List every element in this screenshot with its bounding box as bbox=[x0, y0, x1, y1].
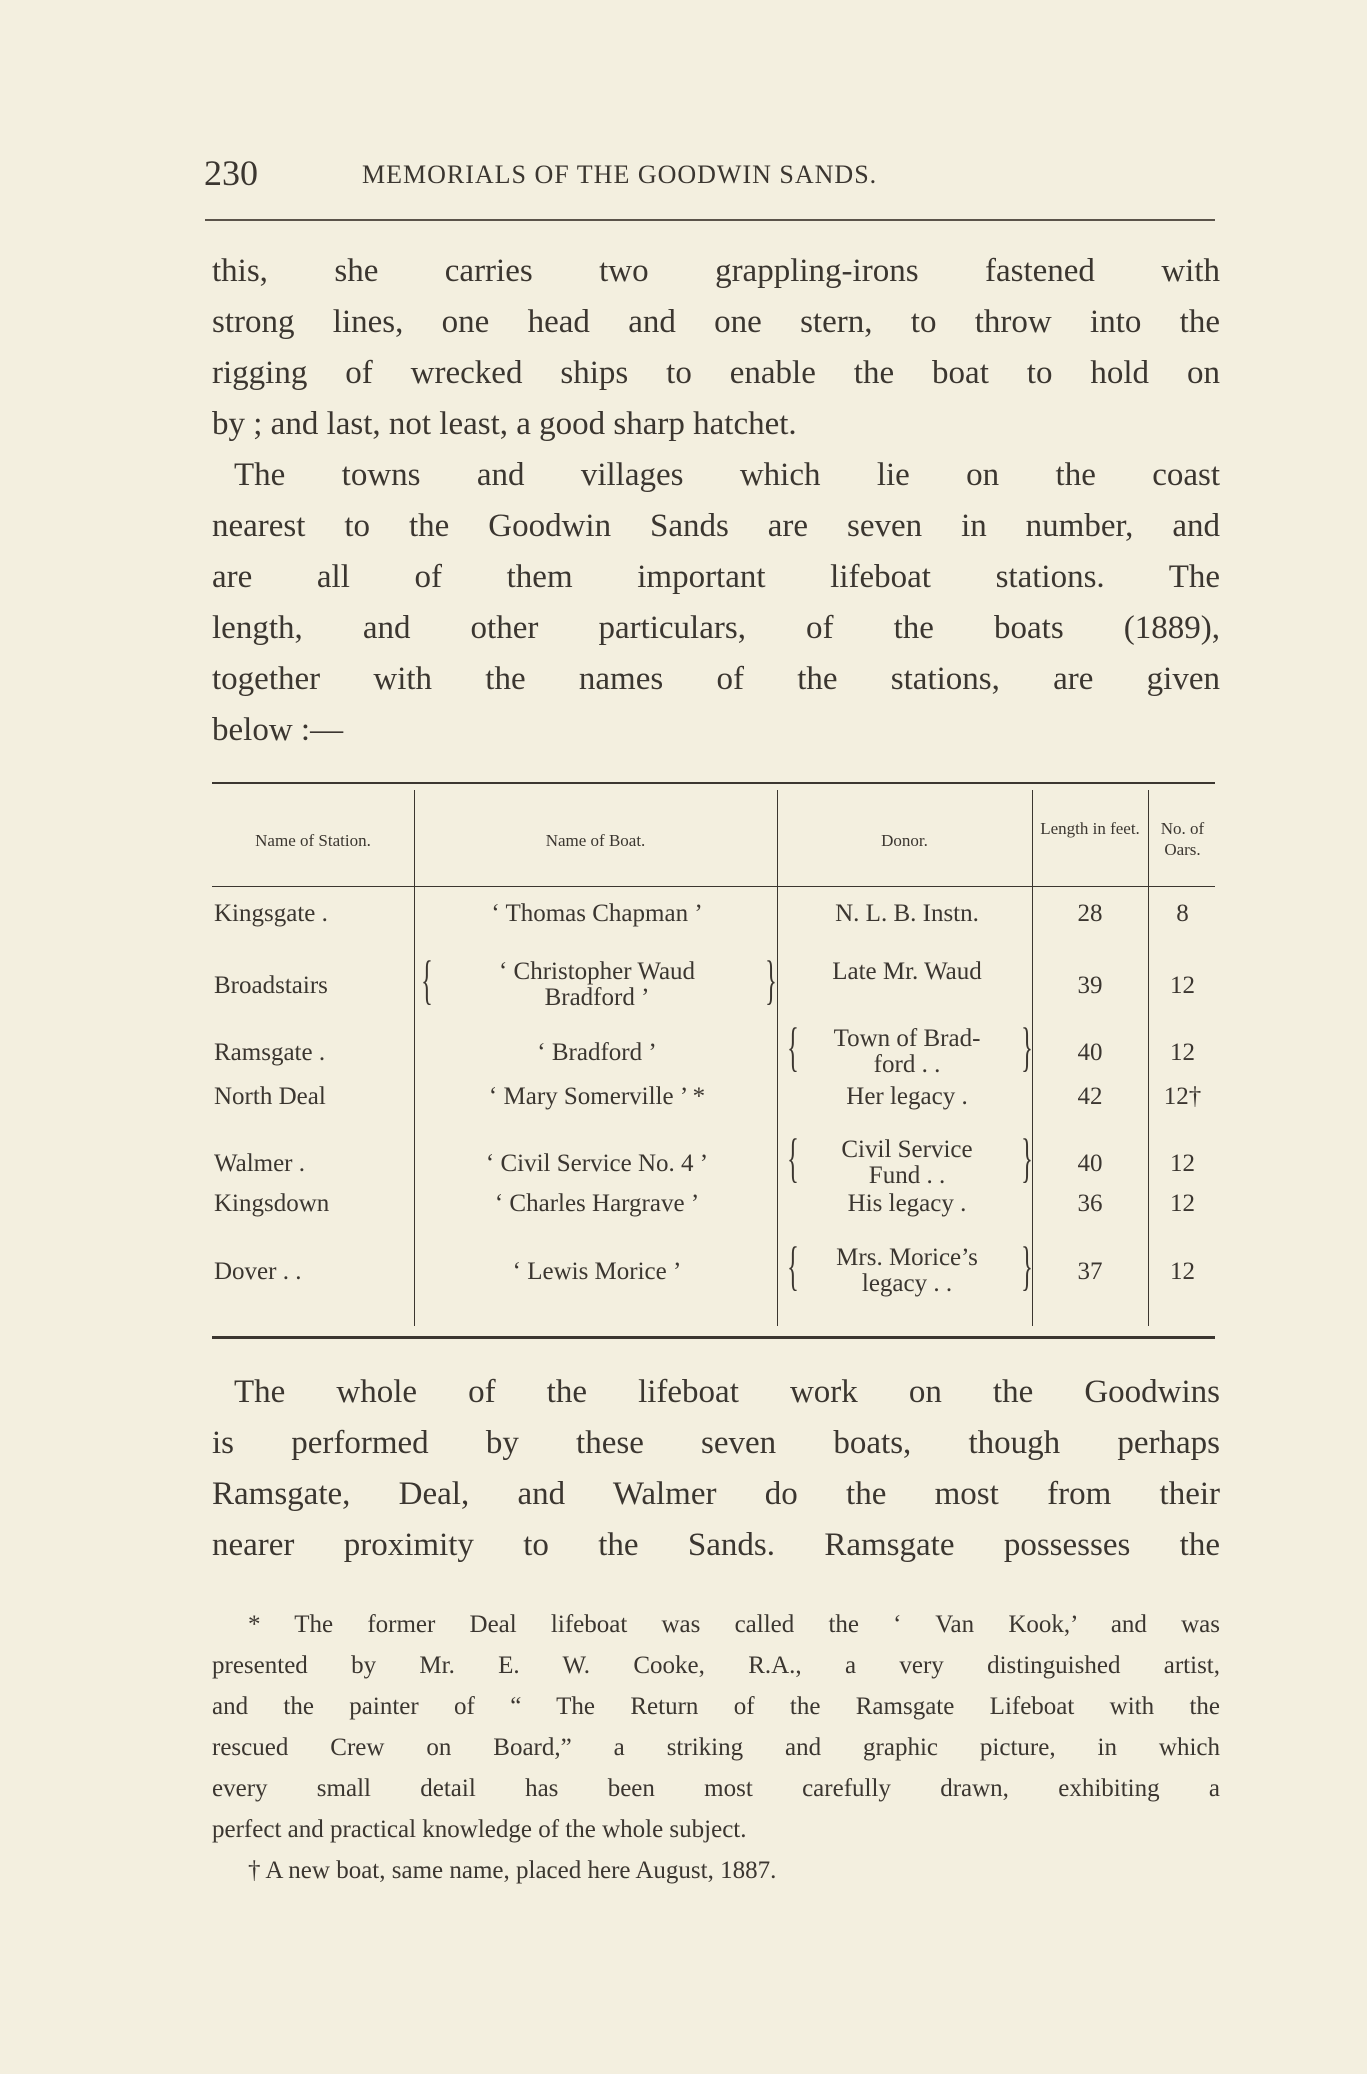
cell-station: Dover . . bbox=[214, 1258, 302, 1285]
cell-donor: legacy . . bbox=[861, 1270, 953, 1297]
footnote-line: † A new boat, same name, placed here August, 1887. bbox=[248, 1857, 777, 1884]
header-rule bbox=[205, 219, 1215, 221]
cell-oars: 12 bbox=[1170, 1258, 1195, 1285]
text-line: this, she carries two grappling-irons fastened with bbox=[212, 253, 1220, 289]
running-title: MEMORIALS OF THE GOODWIN SANDS. bbox=[362, 160, 878, 189]
text-line: are all of them important lifeboat stations. The bbox=[212, 559, 1220, 595]
table-top-rule bbox=[212, 782, 1215, 784]
header-oars: No. of Oars. bbox=[1160, 819, 1205, 859]
brace-glyph: { bbox=[787, 1128, 799, 1188]
header-station: Name of Station. bbox=[255, 831, 371, 850]
column-divider bbox=[777, 790, 778, 1326]
cell-boat: ‘ Thomas Chapman ’ bbox=[491, 900, 703, 927]
brace-glyph: } bbox=[1021, 1017, 1033, 1077]
cell-boat: ‘ Mary Somerville ’ * bbox=[488, 1083, 706, 1110]
cell-station: Walmer . bbox=[214, 1150, 306, 1177]
brace-glyph: { bbox=[421, 950, 433, 1010]
header-rule bbox=[212, 886, 1215, 887]
cell-station: North Deal bbox=[214, 1083, 326, 1110]
header-boat: Name of Boat. bbox=[545, 831, 646, 850]
footnote-line: perfect and practical knowledge of the whole subject. bbox=[212, 1816, 747, 1843]
text-line: nearer proximity to the Sands. Ramsgate possesses the bbox=[212, 1527, 1220, 1563]
brace-glyph: } bbox=[765, 950, 777, 1010]
brace-glyph: { bbox=[787, 1236, 799, 1296]
text-line: rigging of wrecked ships to enable the boat to hold on bbox=[212, 355, 1220, 391]
column-divider bbox=[414, 790, 415, 1326]
cell-length: 40 bbox=[1077, 1150, 1103, 1177]
cell-boat: ‘ Charles Hargrave ’ bbox=[494, 1190, 700, 1217]
cell-length: 28 bbox=[1077, 900, 1103, 927]
column-divider bbox=[1148, 790, 1149, 1326]
cell-oars: 12 bbox=[1170, 1039, 1195, 1066]
header-donor: Donor. bbox=[881, 831, 928, 850]
text-line: nearest to the Goodwin Sands are seven in number, and bbox=[212, 508, 1220, 544]
cell-donor: ford . . bbox=[873, 1051, 941, 1078]
text-line: strong lines, one head and one stern, to throw into the bbox=[212, 304, 1220, 340]
cell-station: Ramsgate . bbox=[214, 1039, 326, 1066]
cell-boat: Bradford ’ bbox=[544, 984, 650, 1011]
cell-length: 39 bbox=[1077, 972, 1103, 999]
cell-donor: Fund . . bbox=[868, 1162, 946, 1189]
cell-donor: His legacy . bbox=[847, 1190, 967, 1217]
cell-oars: 12 bbox=[1170, 1150, 1195, 1177]
footnote-line: every small detail has been most carefully drawn, exhibiting a bbox=[212, 1775, 1220, 1802]
cell-boat: ‘ Bradford ’ bbox=[537, 1039, 657, 1066]
footnote-line: * The former Deal lifeboat was called the ‘ Van Kook,’ and was bbox=[248, 1611, 1220, 1638]
cell-station: Kingsdown bbox=[214, 1190, 330, 1217]
text-line: together with the names of the stations, are given bbox=[212, 661, 1220, 697]
cell-length: 42 bbox=[1077, 1083, 1103, 1110]
footnote-line: rescued Crew on Board,” a striking and graphic picture, in which bbox=[212, 1734, 1220, 1761]
cell-boat: ‘ Christopher Waud bbox=[498, 958, 696, 985]
cell-length: 37 bbox=[1077, 1258, 1103, 1285]
text-line: is performed by these seven boats, though perhaps bbox=[212, 1425, 1220, 1461]
cell-donor: N. L. B. Instn. bbox=[835, 900, 979, 927]
cell-oars: 12† bbox=[1163, 1083, 1202, 1110]
footnote-line: presented by Mr. E. W. Cooke, R.A., a very distinguished artist, bbox=[212, 1652, 1220, 1679]
header-length: Length in feet. bbox=[1040, 819, 1140, 838]
cell-oars: 12 bbox=[1170, 972, 1195, 999]
page-number: 230 bbox=[204, 153, 258, 193]
cell-oars: 8 bbox=[1176, 900, 1189, 927]
cell-oars: 12 bbox=[1170, 1190, 1195, 1217]
cell-donor: Her legacy . bbox=[846, 1083, 968, 1110]
cell-donor: Late Mr. Waud bbox=[832, 958, 982, 985]
cell-donor: Mrs. Morice’s bbox=[836, 1244, 978, 1271]
text-line: length, and other particulars, of the boats (1889), bbox=[212, 610, 1220, 646]
cell-boat: ‘ Lewis Morice ’ bbox=[512, 1258, 682, 1285]
cell-length: 40 bbox=[1077, 1039, 1103, 1066]
text-line: The towns and villages which lie on the coast bbox=[234, 457, 1220, 493]
footnote-line: and the painter of “ The Return of the Ramsgate Lifeboat with the bbox=[212, 1693, 1220, 1720]
table-bottom-rule bbox=[212, 1336, 1215, 1339]
cell-station: Broadstairs bbox=[214, 972, 328, 999]
text-line: Ramsgate, Deal, and Walmer do the most from their bbox=[212, 1476, 1220, 1512]
brace-glyph: { bbox=[787, 1017, 799, 1077]
text-line: below :— bbox=[212, 712, 344, 748]
cell-length: 36 bbox=[1077, 1190, 1103, 1217]
cell-boat: ‘ Civil Service No. 4 ’ bbox=[485, 1150, 709, 1177]
brace-glyph: } bbox=[1021, 1236, 1033, 1296]
brace-glyph: } bbox=[1021, 1128, 1033, 1188]
text-line: by ; and last, not least, a good sharp hatchet. bbox=[212, 406, 797, 442]
cell-donor: Town of Brad- bbox=[833, 1025, 981, 1052]
cell-donor: Civil Service bbox=[841, 1136, 973, 1163]
cell-station: Kingsgate . bbox=[214, 900, 328, 927]
text-line: The whole of the lifeboat work on the Goodwins bbox=[234, 1374, 1220, 1410]
